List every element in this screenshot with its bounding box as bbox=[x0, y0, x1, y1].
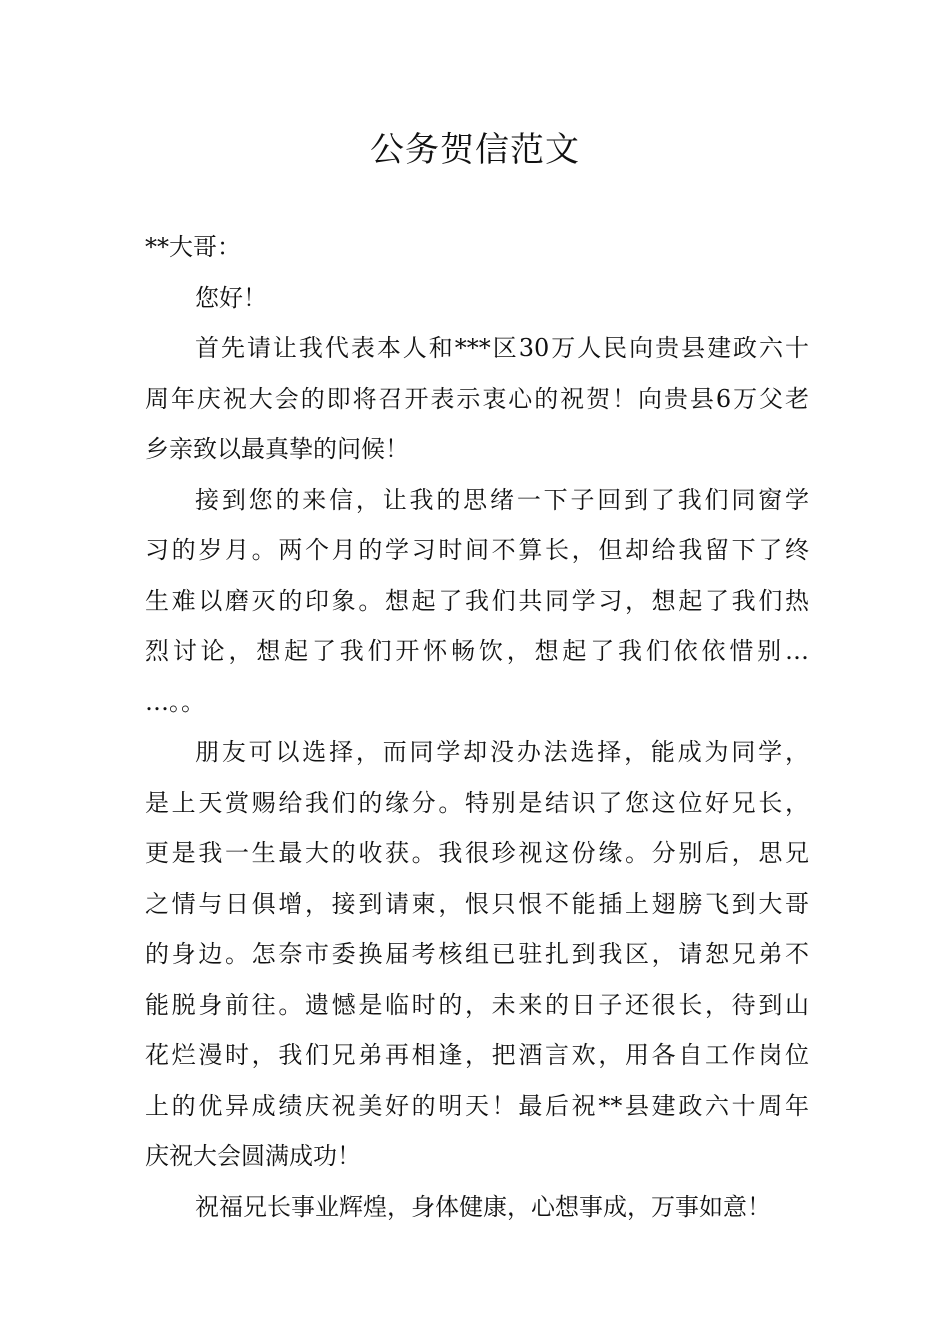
paragraph-3 bbox=[145, 727, 809, 1182]
closing-wish: 祝福兄长事业辉煌，身体健康，心想事成，万事如意！ bbox=[195, 1192, 771, 1221]
paragraph-line: 能脱身前往。遗憾是临时的，未来的日子还很长，待到山 bbox=[145, 990, 809, 1019]
paragraph-line: 上的优异成绩庆祝美好的明天！最后祝**县建政六十周年 bbox=[145, 1091, 809, 1120]
paragraph-1 bbox=[145, 323, 809, 475]
paragraph-line: 庆祝大会圆满成功！ bbox=[145, 1142, 361, 1170]
paragraph-line: 乡亲致以最真挚的问候！ bbox=[145, 435, 409, 463]
paragraph-line: 生难以磨灭的印象。想起了我们共同学习，想起了我们热 bbox=[145, 586, 809, 615]
paragraph-line: …。。 bbox=[145, 687, 205, 716]
paragraph-line: 更是我一生最大的收获。我很珍视这份缘。分别后，思兄 bbox=[145, 839, 809, 867]
paragraph-line: 之情与日俱增，接到请柬，恨只恨不能插上翅膀飞到大哥 bbox=[145, 889, 809, 918]
paragraph-line: 烈讨论，想起了我们开怀畅饮，想起了我们依依惜别… bbox=[145, 637, 809, 665]
paragraph-line: 习的岁月。两个月的学习时间不算长，但却给我留下了终 bbox=[145, 536, 809, 564]
paragraph-line: 的身边。怎奈市委换届考核组已驻扎到我区，请恕兄弟不 bbox=[145, 940, 809, 968]
paragraph-line: 是上天赏赐给我们的缘分。特别是结识了您这位好兄长， bbox=[145, 788, 809, 817]
paragraph-line: 周年庆祝大会的即将召开表示衷心的祝贺！向贵县6万父老 bbox=[145, 384, 809, 413]
paragraph-line: 接到您的来信，让我的思绪一下子回到了我们同窗学 bbox=[195, 485, 809, 514]
paragraph-line: 朋友可以选择，而同学却没办法选择，能成为同学， bbox=[195, 738, 809, 766]
document-title: 公务贺信范文 bbox=[370, 130, 580, 170]
paragraph-line: 花烂漫时，我们兄弟再相逢，把酒言欢，用各自工作岗位 bbox=[145, 1041, 809, 1069]
paragraph-line: 首先请让我代表本人和***区30万人民向贵县建政六十 bbox=[195, 334, 809, 362]
greeting: 您好！ bbox=[195, 283, 267, 312]
paragraph-2 bbox=[145, 475, 809, 728]
salutation: **大哥： bbox=[145, 233, 241, 261]
letter-body bbox=[145, 222, 809, 1232]
